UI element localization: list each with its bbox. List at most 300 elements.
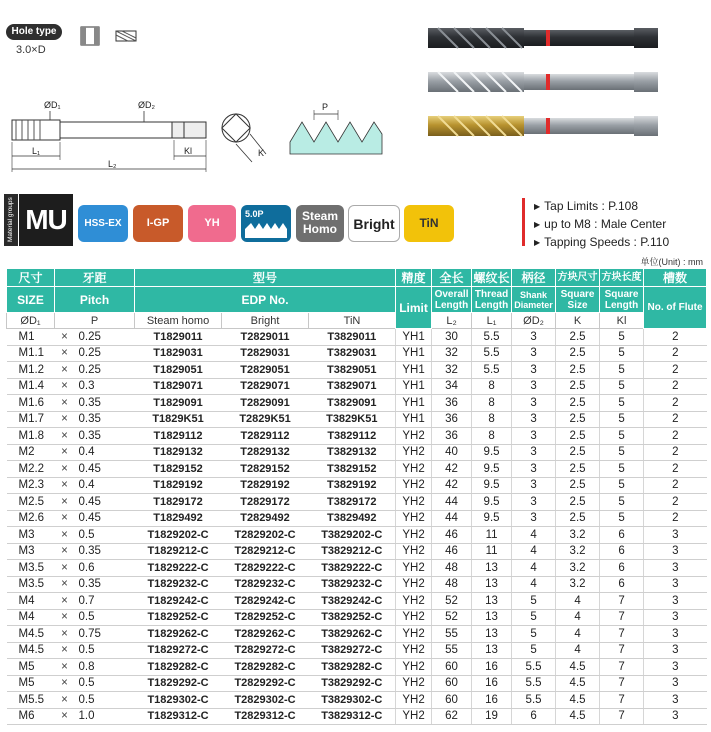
cell-flutes: 3 (644, 626, 707, 643)
cell-overall-length: 46 (432, 527, 472, 544)
cell-flutes: 2 (644, 477, 707, 494)
cell-times: × (55, 411, 75, 428)
cell-shank-diameter: 3 (512, 329, 556, 346)
cell-shank-diameter: 5.5 (512, 692, 556, 709)
cell-shank-diameter: 3 (512, 395, 556, 412)
header-flute-en: No. of Flute (644, 287, 707, 329)
header-l2-cn: 全长 (432, 269, 472, 287)
cell-size: M2.3 (7, 477, 55, 494)
cell-overall-length: 32 (432, 362, 472, 379)
d2-label: ØD₂ (138, 100, 155, 110)
unit-label: 单位(Unit) : mm (640, 257, 703, 267)
cell-edp-bright: T2829222-C (222, 560, 309, 577)
cell-overall-length: 62 (432, 708, 472, 725)
cell-edp-tin: T3829091 (309, 395, 396, 412)
cell-edp-tin: T3829292-C (309, 675, 396, 692)
cell-shank-diameter: 3 (512, 345, 556, 362)
cell-limit: YH2 (396, 642, 432, 659)
cell-shank-diameter: 4 (512, 560, 556, 577)
cell-edp-bright: T2829192 (222, 477, 309, 494)
through-hole-icon (116, 31, 136, 41)
cell-edp-steam: T1829172 (135, 494, 222, 511)
hole-type-icons (80, 25, 140, 47)
cell-edp-steam: T1829031 (135, 345, 222, 362)
cell-square-size: 4 (556, 609, 600, 626)
cell-overall-length: 36 (432, 395, 472, 412)
cell-times: × (55, 708, 75, 725)
cell-overall-length: 60 (432, 692, 472, 709)
cell-times: × (55, 659, 75, 676)
header-kl-en: Square Length (600, 287, 644, 313)
header-edp-en: EDP No. (135, 287, 396, 313)
cell-flutes: 3 (644, 675, 707, 692)
cell-overall-length: 36 (432, 411, 472, 428)
cell-square-length: 5 (600, 428, 644, 445)
cell-times: × (55, 626, 75, 643)
cell-square-length: 7 (600, 609, 644, 626)
cell-flutes: 3 (644, 642, 707, 659)
cell-flutes: 2 (644, 329, 707, 346)
cell-square-size: 2.5 (556, 428, 600, 445)
cell-edp-steam: T1829152 (135, 461, 222, 478)
cell-edp-bright: T2829212-C (222, 543, 309, 560)
cell-flutes: 2 (644, 510, 707, 527)
cell-shank-diameter: 4 (512, 527, 556, 544)
cell-edp-tin: T3829282-C (309, 659, 396, 676)
cell-edp-steam: T1829292-C (135, 675, 222, 692)
cell-times: × (55, 527, 75, 544)
header-steam-sub: Steam homo (135, 313, 222, 329)
cell-limit: YH2 (396, 560, 432, 577)
cell-square-length: 7 (600, 626, 644, 643)
cell-thread-length: 13 (472, 642, 512, 659)
cell-square-length: 6 (600, 527, 644, 544)
cell-square-length: 5 (600, 477, 644, 494)
header-l1-en: Thread Length (472, 287, 512, 313)
cell-limit: YH1 (396, 395, 432, 412)
cell-edp-bright: T2829K51 (222, 411, 309, 428)
cell-shank-diameter: 6 (512, 708, 556, 725)
cell-edp-tin: T3829272-C (309, 642, 396, 659)
cell-thread-length: 5.5 (472, 329, 512, 346)
cell-edp-bright: T2829232-C (222, 576, 309, 593)
table-row (7, 626, 707, 643)
table-row (7, 659, 707, 676)
cell-edp-bright: T2829202-C (222, 527, 309, 544)
cell-edp-steam: T1829242-C (135, 593, 222, 610)
cell-limit: YH1 (396, 378, 432, 395)
header-l2-sub: L₂ (432, 313, 472, 329)
cell-thread-length: 8 (472, 378, 512, 395)
cell-edp-steam: T1829312-C (135, 708, 222, 725)
cell-pitch: 0.35 (75, 428, 135, 445)
cell-size: M4 (7, 593, 55, 610)
cell-edp-tin: T3829492 (309, 510, 396, 527)
cell-pitch: 0.3 (75, 378, 135, 395)
cell-pitch: 0.5 (75, 642, 135, 659)
cell-square-length: 7 (600, 692, 644, 709)
table-row (7, 609, 707, 626)
square-shank-drawing (218, 104, 278, 174)
cell-edp-bright: T2829152 (222, 461, 309, 478)
cell-limit: YH2 (396, 692, 432, 709)
cell-times: × (55, 510, 75, 527)
table-row (7, 692, 707, 709)
header-pitch-sub: P (55, 313, 135, 329)
header-size-en: SIZE (7, 287, 55, 313)
cell-shank-diameter: 5 (512, 609, 556, 626)
header-flute-cn: 槽数 (644, 269, 707, 287)
cell-size: M4.5 (7, 626, 55, 643)
cell-square-size: 2.5 (556, 444, 600, 461)
l2-label: L₂ (108, 159, 117, 169)
cell-flutes: 3 (644, 708, 707, 725)
cell-square-size: 3.2 (556, 576, 600, 593)
cell-overall-length: 55 (432, 642, 472, 659)
tap-product-photos (418, 10, 664, 150)
table-row (7, 444, 707, 461)
badge-hss-ex: HSS-EX (78, 205, 128, 242)
cell-square-size: 2.5 (556, 411, 600, 428)
table-row (7, 395, 707, 412)
cell-edp-bright: T2829252-C (222, 609, 309, 626)
cell-edp-steam: T1829051 (135, 362, 222, 379)
header-l2-en: Overall Length (432, 287, 472, 313)
cell-limit: YH2 (396, 477, 432, 494)
cell-shank-diameter: 3 (512, 362, 556, 379)
cell-edp-tin: T3829212-C (309, 543, 396, 560)
cell-edp-bright: T2829031 (222, 345, 309, 362)
cell-square-size: 4.5 (556, 659, 600, 676)
cell-times: × (55, 378, 75, 395)
cell-limit: YH2 (396, 494, 432, 511)
tap-bright-photo (428, 72, 658, 92)
cell-limit: YH2 (396, 659, 432, 676)
table-row (7, 428, 707, 445)
table-row (7, 510, 707, 527)
cell-square-length: 5 (600, 411, 644, 428)
cell-edp-bright: T2829242-C (222, 593, 309, 610)
cell-square-size: 3.2 (556, 527, 600, 544)
cell-thread-length: 11 (472, 527, 512, 544)
header-bright-sub: Bright (222, 313, 309, 329)
cell-square-length: 7 (600, 642, 644, 659)
chamfer-icon (241, 205, 291, 242)
cell-edp-steam: T1829071 (135, 378, 222, 395)
cell-flutes: 2 (644, 461, 707, 478)
tap-tin-photo (428, 116, 658, 136)
cell-edp-bright: T2829312-C (222, 708, 309, 725)
table-row (7, 461, 707, 478)
cell-square-length: 7 (600, 593, 644, 610)
cell-edp-tin: T3829222-C (309, 560, 396, 577)
table-row (7, 560, 707, 577)
cell-pitch: 0.5 (75, 527, 135, 544)
cell-overall-length: 52 (432, 593, 472, 610)
cell-flutes: 2 (644, 428, 707, 445)
cell-size: M3 (7, 527, 55, 544)
cell-size: M5.5 (7, 692, 55, 709)
cell-overall-length: 36 (432, 428, 472, 445)
cell-square-size: 4.5 (556, 692, 600, 709)
cell-square-size: 2.5 (556, 362, 600, 379)
table-row (7, 477, 707, 494)
cell-overall-length: 32 (432, 345, 472, 362)
cell-size: M3.5 (7, 576, 55, 593)
notes-accent-bar (522, 198, 525, 246)
cell-limit: YH1 (396, 329, 432, 346)
cell-size: M1.1 (7, 345, 55, 362)
header-l1-cn: 螺纹长 (472, 269, 512, 287)
cell-size: M2.6 (7, 510, 55, 527)
cell-limit: YH2 (396, 461, 432, 478)
table-row (7, 708, 707, 725)
cell-edp-steam: T1829232-C (135, 576, 222, 593)
cell-size: M2 (7, 444, 55, 461)
d1-label: ØD₁ (44, 100, 61, 110)
cell-size: M1.2 (7, 362, 55, 379)
badge-tin: TiN (404, 205, 454, 242)
cell-edp-tin: T3829192 (309, 477, 396, 494)
cell-edp-bright: T2829292-C (222, 675, 309, 692)
cell-overall-length: 52 (432, 609, 472, 626)
cell-edp-tin: T3829051 (309, 362, 396, 379)
k-label: K (258, 148, 265, 158)
table-row (7, 494, 707, 511)
cell-edp-steam: T1829252-C (135, 609, 222, 626)
cell-thread-length: 5.5 (472, 345, 512, 362)
cell-edp-tin: T3829K51 (309, 411, 396, 428)
cell-size: M2.5 (7, 494, 55, 511)
thread-profile-drawing (286, 94, 386, 164)
table-row (7, 329, 707, 346)
cell-square-length: 6 (600, 560, 644, 577)
cell-overall-length: 60 (432, 675, 472, 692)
cell-edp-tin: T3829071 (309, 378, 396, 395)
cell-flutes: 3 (644, 543, 707, 560)
cell-overall-length: 34 (432, 378, 472, 395)
cell-times: × (55, 692, 75, 709)
cell-square-length: 5 (600, 329, 644, 346)
cell-pitch: 0.25 (75, 362, 135, 379)
cell-times: × (55, 395, 75, 412)
cell-times: × (55, 494, 75, 511)
spec-table-body (7, 329, 707, 725)
cell-pitch: 0.5 (75, 675, 135, 692)
cell-limit: YH2 (396, 626, 432, 643)
cell-square-length: 5 (600, 461, 644, 478)
l1-label: L₁ (32, 146, 41, 156)
cell-edp-steam: T1829K51 (135, 411, 222, 428)
cell-times: × (55, 675, 75, 692)
cell-shank-diameter: 3 (512, 411, 556, 428)
cell-shank-diameter: 5.5 (512, 675, 556, 692)
header-size-cn: 尺寸 (7, 269, 55, 287)
cell-overall-length: 48 (432, 560, 472, 577)
cell-flutes: 2 (644, 395, 707, 412)
table-row (7, 362, 707, 379)
cell-overall-length: 55 (432, 626, 472, 643)
cell-overall-length: 42 (432, 477, 472, 494)
cell-square-size: 4.5 (556, 675, 600, 692)
cell-times: × (55, 362, 75, 379)
blind-hole-icon (81, 27, 99, 45)
cell-size: M1.4 (7, 378, 55, 395)
cell-thread-length: 11 (472, 543, 512, 560)
cell-limit: YH2 (396, 428, 432, 445)
cell-thread-length: 19 (472, 708, 512, 725)
cell-overall-length: 46 (432, 543, 472, 560)
cell-square-length: 5 (600, 395, 644, 412)
cell-shank-diameter: 5 (512, 626, 556, 643)
cell-edp-steam: T1829212-C (135, 543, 222, 560)
kl-label: Kl (184, 146, 193, 156)
cell-pitch: 0.45 (75, 461, 135, 478)
cell-edp-bright: T2829172 (222, 494, 309, 511)
cell-square-length: 7 (600, 675, 644, 692)
cell-size: M6 (7, 708, 55, 725)
note-item: ▶ Tapping Speeds : P.110 (534, 234, 669, 252)
header-d2-cn: 柄径 (512, 269, 556, 287)
cell-square-size: 2.5 (556, 378, 600, 395)
cell-square-size: 2.5 (556, 477, 600, 494)
cell-edp-steam: T1829132 (135, 444, 222, 461)
badge-yh: YH (188, 205, 236, 242)
cell-pitch: 0.7 (75, 593, 135, 610)
cell-thread-length: 13 (472, 609, 512, 626)
table-row (7, 543, 707, 560)
cell-edp-tin: T3829152 (309, 461, 396, 478)
cell-edp-steam: T1829262-C (135, 626, 222, 643)
badge-i-gp: I-GP (133, 205, 183, 242)
cell-edp-steam: T1829272-C (135, 642, 222, 659)
header-k-cn: 方块尺寸 (556, 269, 600, 287)
cell-pitch: 0.35 (75, 395, 135, 412)
cell-limit: YH2 (396, 576, 432, 593)
table-row (7, 345, 707, 362)
cell-shank-diameter: 3 (512, 510, 556, 527)
header-k-en: Square Size (556, 287, 600, 313)
cell-flutes: 3 (644, 593, 707, 610)
cell-edp-tin: T3829132 (309, 444, 396, 461)
cell-square-size: 2.5 (556, 345, 600, 362)
cell-limit: YH2 (396, 675, 432, 692)
header-d2-en: Shank Diameter (512, 287, 556, 313)
cell-thread-length: 13 (472, 576, 512, 593)
note-item: ▶ up to M8 : Male Center (534, 216, 669, 234)
cell-edp-tin: T3829232-C (309, 576, 396, 593)
cell-square-length: 6 (600, 576, 644, 593)
header-l1-sub: L₁ (472, 313, 512, 329)
material-code: MU (19, 194, 73, 246)
badge-bright: Bright (348, 205, 400, 242)
cell-edp-tin: T3829262-C (309, 626, 396, 643)
header-tin-sub: TiN (309, 313, 396, 329)
cell-edp-bright: T2829011 (222, 329, 309, 346)
cell-edp-tin: T3829312-C (309, 708, 396, 725)
cell-size: M2.2 (7, 461, 55, 478)
table-row (7, 675, 707, 692)
cell-flutes: 3 (644, 659, 707, 676)
badge-5p-chamfer (241, 205, 291, 242)
cell-square-length: 6 (600, 543, 644, 560)
cell-size: M4.5 (7, 642, 55, 659)
cell-size: M1.6 (7, 395, 55, 412)
cell-overall-length: 60 (432, 659, 472, 676)
cell-times: × (55, 609, 75, 626)
cell-thread-length: 5.5 (472, 362, 512, 379)
cell-pitch: 0.4 (75, 477, 135, 494)
cell-size: M3.5 (7, 560, 55, 577)
cell-pitch: 0.35 (75, 411, 135, 428)
cell-overall-length: 44 (432, 494, 472, 511)
cell-square-size: 2.5 (556, 461, 600, 478)
cell-limit: YH2 (396, 593, 432, 610)
cell-times: × (55, 642, 75, 659)
cell-edp-steam: T1829222-C (135, 560, 222, 577)
cell-times: × (55, 329, 75, 346)
cell-overall-length: 42 (432, 461, 472, 478)
cell-limit: YH2 (396, 510, 432, 527)
cell-square-length: 5 (600, 494, 644, 511)
cell-edp-steam: T1829282-C (135, 659, 222, 676)
cell-edp-steam: T1829202-C (135, 527, 222, 544)
cell-edp-bright: T2829051 (222, 362, 309, 379)
cell-shank-diameter: 3 (512, 444, 556, 461)
cell-thread-length: 8 (472, 428, 512, 445)
header-pitch-cn: 牙距 (55, 269, 135, 287)
cell-times: × (55, 444, 75, 461)
cell-thread-length: 9.5 (472, 461, 512, 478)
table-row (7, 642, 707, 659)
cell-size: M1.8 (7, 428, 55, 445)
cell-edp-bright: T2829282-C (222, 659, 309, 676)
cell-square-size: 2.5 (556, 510, 600, 527)
cell-shank-diameter: 3 (512, 428, 556, 445)
cell-overall-length: 40 (432, 444, 472, 461)
cell-shank-diameter: 3 (512, 378, 556, 395)
cell-size: M5 (7, 675, 55, 692)
cell-square-size: 2.5 (556, 494, 600, 511)
cell-overall-length: 48 (432, 576, 472, 593)
cell-limit: YH1 (396, 411, 432, 428)
cell-pitch: 0.45 (75, 510, 135, 527)
header-k-sub: K (556, 313, 600, 329)
cell-limit: YH1 (396, 345, 432, 362)
cell-times: × (55, 461, 75, 478)
cell-edp-bright: T2829302-C (222, 692, 309, 709)
cell-flutes: 2 (644, 444, 707, 461)
hole-type-badge: Hole type (6, 24, 62, 40)
cell-pitch: 0.8 (75, 659, 135, 676)
cell-shank-diameter: 5 (512, 642, 556, 659)
cell-edp-tin: T3829242-C (309, 593, 396, 610)
cell-square-size: 4 (556, 626, 600, 643)
cell-edp-steam: T1829492 (135, 510, 222, 527)
cell-edp-tin: T3829252-C (309, 609, 396, 626)
cell-square-size: 4 (556, 593, 600, 610)
cell-times: × (55, 477, 75, 494)
cell-limit: YH2 (396, 444, 432, 461)
header-d2-sub: ØD₂ (512, 313, 556, 329)
cell-edp-steam: T1829011 (135, 329, 222, 346)
cell-flutes: 2 (644, 411, 707, 428)
cell-edp-tin: T3829302-C (309, 692, 396, 709)
cell-square-length: 5 (600, 378, 644, 395)
cell-thread-length: 8 (472, 411, 512, 428)
cell-pitch: 0.5 (75, 692, 135, 709)
cell-square-size: 4 (556, 642, 600, 659)
